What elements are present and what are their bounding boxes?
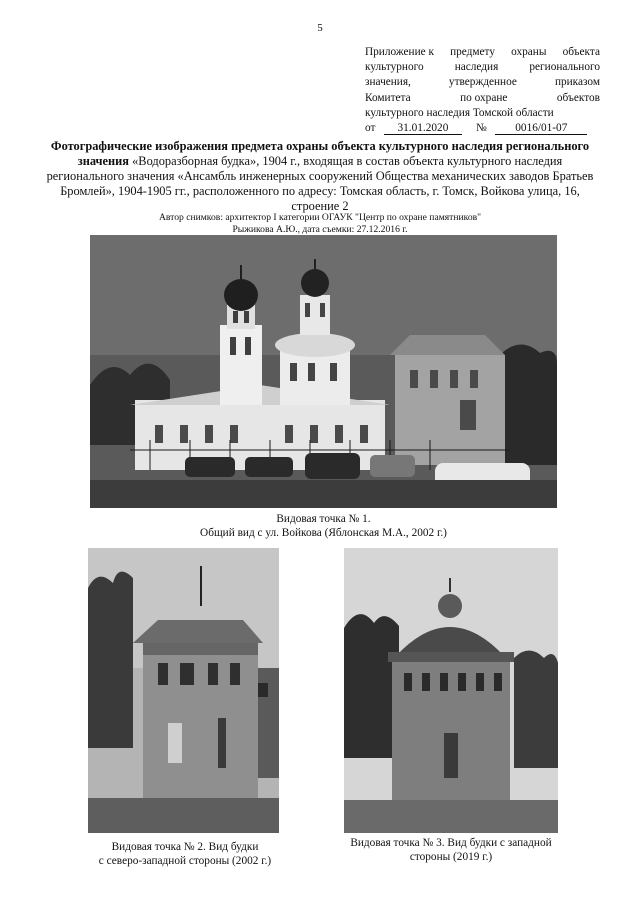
photo-1-church-view	[90, 235, 557, 508]
document-title	[40, 139, 600, 214]
appendix-line-2: культурного наследия регионального	[365, 61, 600, 74]
photo-2-caption: Видовая точка № 2. Вид будки с северо-западной стороны (2002 г.)	[98, 841, 272, 867]
photo-3-booth-west	[344, 548, 558, 833]
photo-3-caption: Видовая точка № 3. Вид будки с западной стороны (2019 г.)	[350, 837, 552, 863]
photo-1-caption: Видовая точка № 1. Общий вид с ул. Войкова (Яблонская М.А., 2002 г.)	[200, 513, 447, 539]
appendix-date-line: от 31.01.2020 № 0016/01-07	[365, 121, 600, 136]
title-bold: Фотографические изображения предмета охраны объекта культурного наследия регионального значения	[50, 139, 590, 168]
appendix-block	[365, 45, 600, 136]
appendix-line-5: культурного наследия Томской области	[365, 106, 554, 119]
order-number: 0016/01-07	[495, 122, 587, 135]
title-normal: «Водоразборная будка», 1904 г., входящая в состав объекта культурного наследия регионального значения «Ансамбль инженерных сооружений Общества механических заводов Братьев Бромлей», 1904-1905 гг., расположенного по адресу: Томская область, г. Томск, Войкова улица, 16, строение 2	[46, 154, 594, 213]
order-date: 31.01.2020	[384, 122, 462, 135]
appendix-line-1: Приложение к предмету охраны объекта	[365, 46, 600, 58]
page-number: 5	[317, 22, 323, 34]
photo-2-booth-northwest	[88, 548, 279, 833]
appendix-line-4: Комитета по охране объектов	[365, 91, 600, 104]
appendix-line-3: значения, утвержденное приказом	[365, 76, 600, 89]
photo-author: Автор снимков: архитектор I категории ОГАУК "Центр по охране памятников" Рыжикова А.Ю., дата съемки: 27.12.2016 г.	[158, 212, 482, 235]
